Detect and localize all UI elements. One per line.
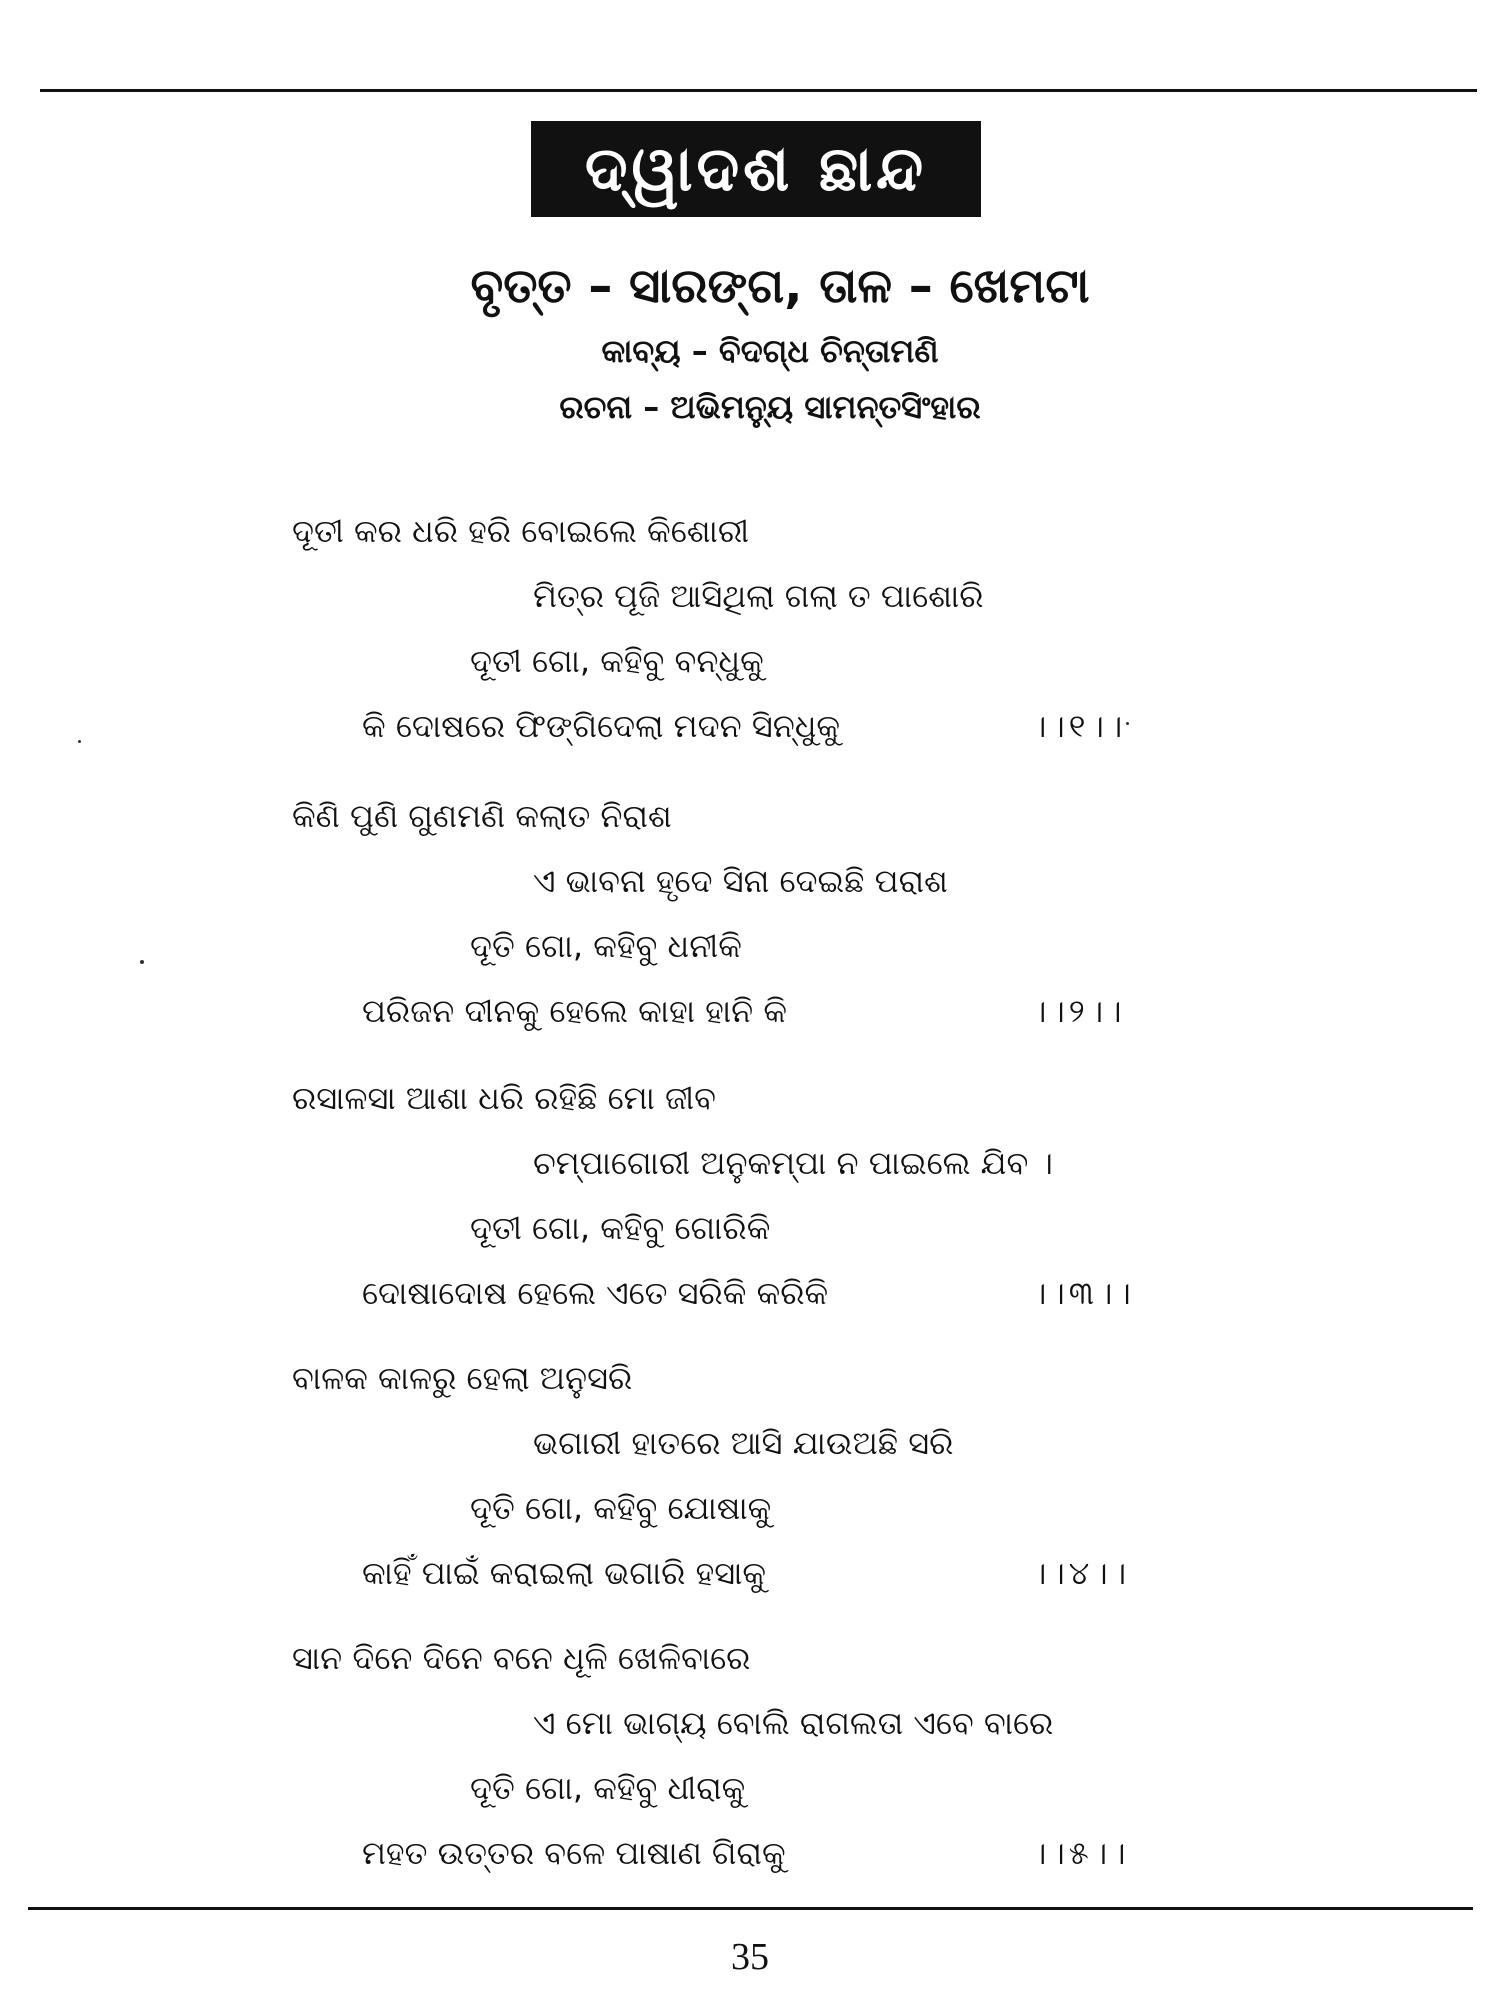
stanza-line: ମିତ୍ର ପୂଜି ଆସିଥିଲା ଗଲା ତ ପାଶୋରି: [533, 577, 984, 615]
rachana-heading: ରଚନା – ଅଭିମନ୍ୟୁ ସାମନ୍ତସିଂହାର: [559, 388, 981, 426]
top-rule: [40, 89, 1477, 92]
scan-speck: [140, 960, 144, 964]
page-number: 35: [731, 1936, 769, 1978]
stanza-line: ଚମ୍ପାଗୋରୀ ଅନୁକମ୍ପା ନ ପାଇଲେ ଯିବ ।: [533, 1144, 1053, 1182]
stanza-line: ଦୋଷାଦୋଷ ହେଲେ ଏତେ ସରିକି କରିକି: [362, 1274, 829, 1312]
stanza-line: ଦୂତୀ କର ଧରି ହରି ବୋଇଲେ କିଶୋରୀ: [292, 512, 750, 550]
stanza-line: କାହିଁ ପାଇଁ କରାଇଲା ଭଗାରି ହସାକୁ: [362, 1554, 767, 1592]
chapter-title: ଦ୍ୱାଦଶ ଛାନ୍ଦ: [531, 121, 981, 217]
vritta-tala-heading: ବୃତ୍ତ – ସାରଙ୍ଗ, ତାଳ – ଖେମଟା: [470, 258, 1090, 314]
scan-speck: [1126, 722, 1129, 725]
stanza-line: ଦୂତୀ ଗୋ, କହିବୁ ବନ୍ଧୁକୁ: [470, 642, 764, 680]
stanza-line: କି ଦୋଷରେ ଫିଙ୍ଗିଦେଲା ମଦନ ସିନ୍ଧୁକୁ: [362, 707, 841, 745]
stanza-line: ଦୂତୀ ଗୋ, କହିବୁ ଗୋରିକି: [470, 1209, 771, 1247]
stanza-line: ଭଗାରୀ ହାତରେ ଆସି ଯାଉଅଛି ସରି: [533, 1424, 954, 1462]
stanza-line: ଦୂତି ଗୋ, କହିବୁ ଯୋଷାକୁ: [470, 1489, 772, 1527]
bottom-rule: [28, 1907, 1473, 1910]
stanza-line: ବାଳକ କାଳରୁ ହେଲା ଅନୁସରି: [292, 1359, 633, 1397]
kavya-heading: କାବ୍ୟ – ବିଦଗ୍ଧ ଚିନ୍ତାମଣି: [601, 332, 939, 370]
stanza-number: ।।୧।।: [1032, 707, 1127, 745]
stanza-number: ।।୩।।: [1032, 1274, 1135, 1312]
stanza-line: ଦୂତି ଗୋ, କହିବୁ ଧୀରାକୁ: [470, 1769, 746, 1807]
stanza-number: ।।୫।।: [1032, 1834, 1130, 1872]
stanza-line: ଏ ମୋ ଭାଗ୍ୟ ବୋଲି ରାଗଲତା ଏବେ ବାରେ: [533, 1704, 1054, 1742]
stanza-number: ।।୪।।: [1032, 1554, 1131, 1592]
stanza-line: ଦୂତି ଗୋ, କହିବୁ ଧନୀକି: [470, 927, 742, 965]
stanza-line: ପରିଜନ ଦୀନକୁ ହେଲେ କାହା ହାନି କି: [362, 992, 788, 1030]
stanza-line: ଏ ଭାବନା ହୃଦେ ସିନା ଦେଇଛି ପରାଶ: [533, 862, 948, 900]
stanza-line: ରସାଳସା ଆଶା ଧରି ରହିଛି ମୋ ଜୀବ: [292, 1079, 716, 1117]
stanza-number: ।।୨।।: [1032, 992, 1126, 1030]
scan-speck: [78, 740, 81, 743]
stanza-line: କିଣି ପୁଣି ଗୁଣମଣି କଲାତ ନିରାଶ: [292, 797, 672, 835]
stanza-line: ମହତ ଉତ୍ତର ବଳେ ପାଷାଣ ଗିରାକୁ: [362, 1834, 786, 1872]
stanza-line: ସାନ ଦିନେ ଦିନେ ବନେ ଧୂଳି ଖେଳିବାରେ: [292, 1639, 751, 1677]
